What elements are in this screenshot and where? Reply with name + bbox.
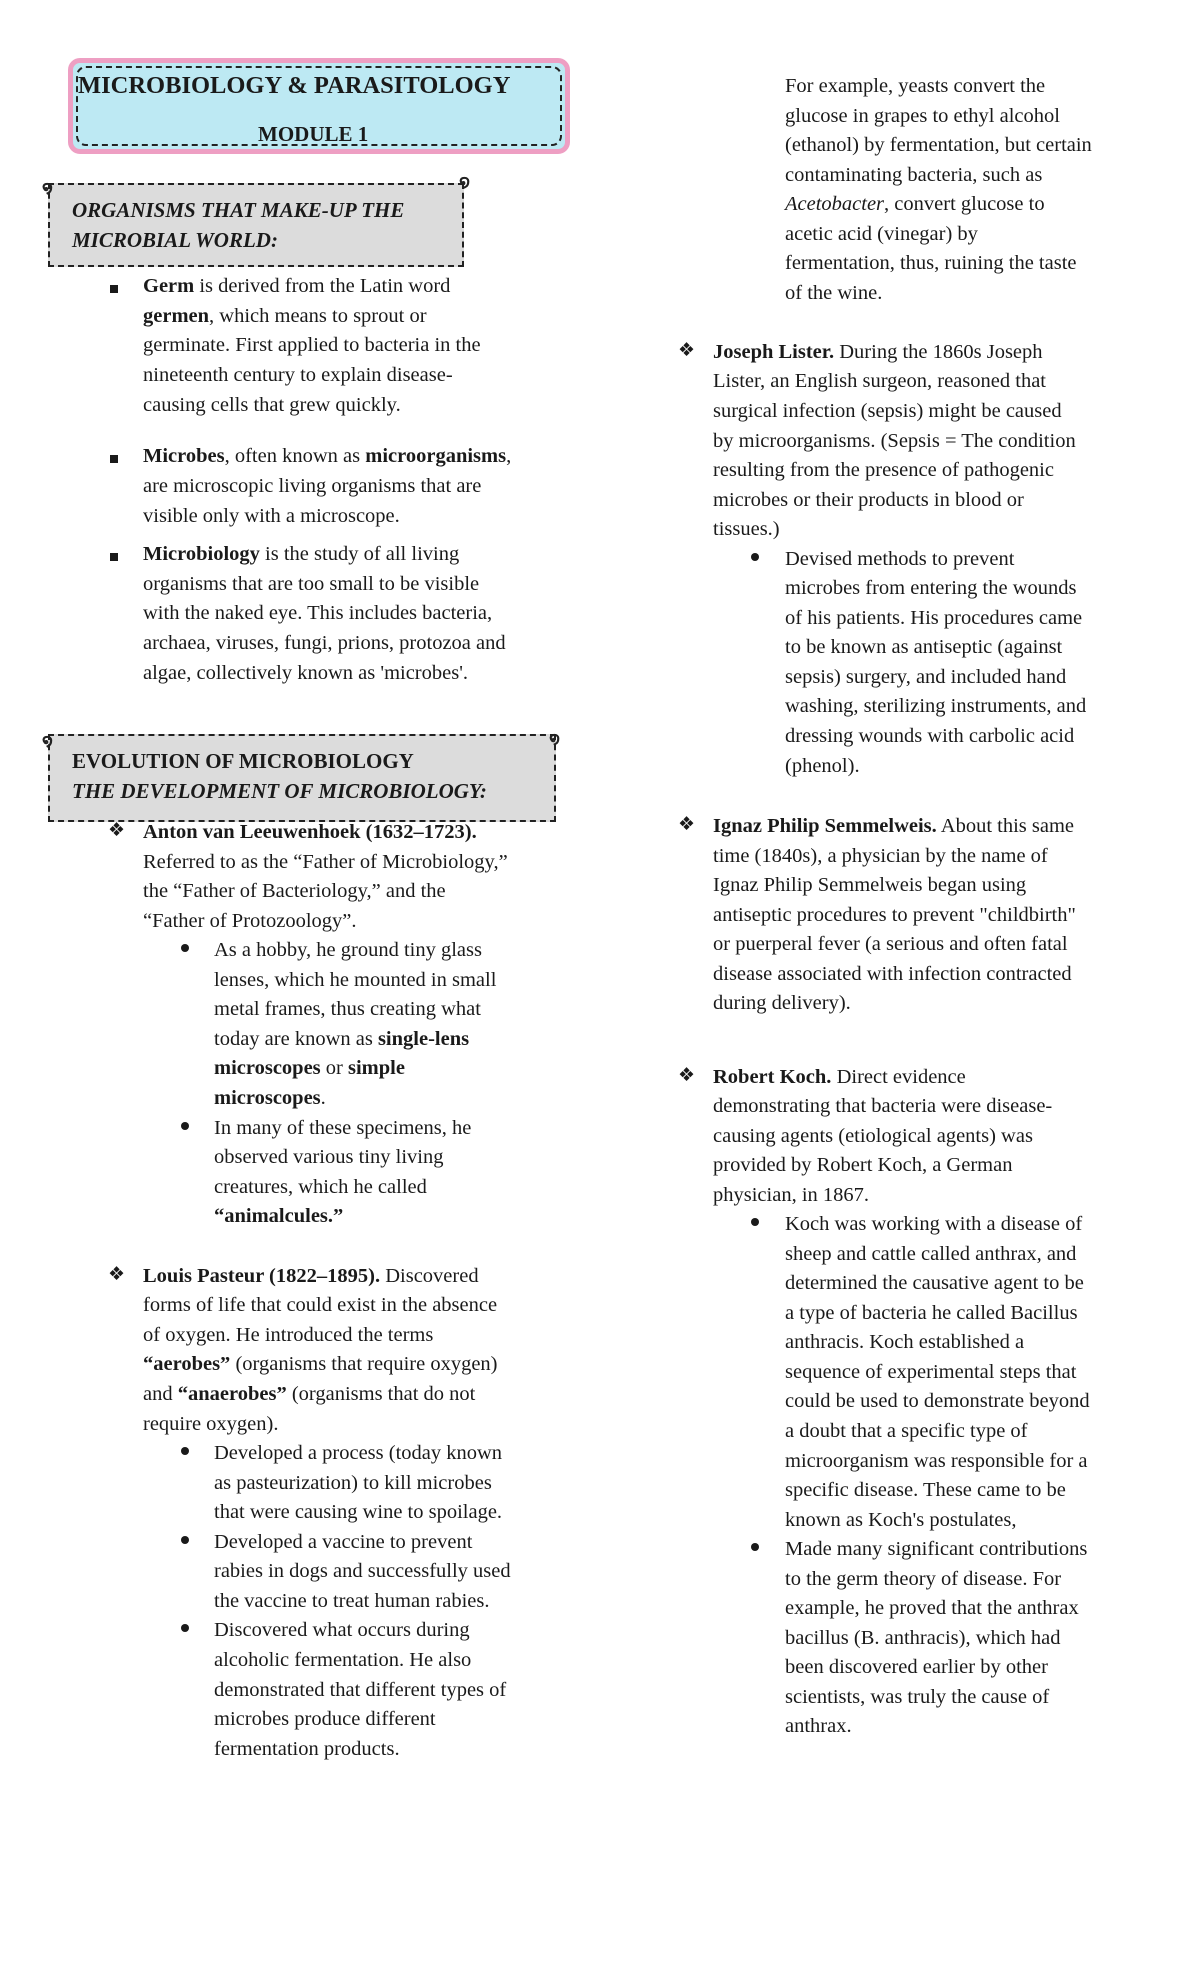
text-line: Louis Pasteur (1822–1895). Discovered [143,1265,479,1287]
text-line: microorganism was responsible for a [785,1450,1088,1472]
round-bullet-icon [181,944,189,952]
text-line: of oxygen. He introduced the terms [143,1324,434,1346]
text-line: germen, which means to sprout or [143,305,427,327]
scroll-curl-icon: ໑ [459,172,470,191]
diamond-bullet-icon: ❖ [678,339,696,361]
document-title: MICROBIOLOGY & PARASITOLOGY [78,72,511,99]
scroll-curl-icon: ໑ [549,729,560,748]
text-line: microbes produce different [214,1708,436,1730]
text-line: the “Father of Bacteriology,” and the [143,880,446,902]
text-line: specific disease. These came to be [785,1479,1066,1501]
text-line: to be known as antiseptic (against [785,636,1063,658]
text-line: or puerperal fever (a serious and often fatal [713,933,1068,955]
section-heading-line: MICROBIAL WORLD: [72,228,278,252]
text-line: Anton van Leeuwenhoek (1632–1723). [143,821,477,843]
text-line: causing cells that grew quickly. [143,394,401,416]
text-line: causing agents (etiological agents) was [713,1125,1033,1147]
diamond-bullet-icon: ❖ [678,813,696,835]
round-bullet-icon [751,1218,759,1226]
text-line: algae, collectively known as 'microbes'. [143,662,469,684]
text-line: resulting from the presence of pathogenic [713,459,1054,481]
text-line: Microbiology is the study of all living [143,543,460,565]
text-line: microscopes. [214,1087,326,1109]
text-line: Ignaz Philip Semmelweis began using [713,874,1027,896]
text-line: Joseph Lister. During the 1860s Joseph [713,341,1043,363]
text-line: antiseptic procedures to prevent "childbirth" [713,904,1076,926]
square-bullet-icon [110,455,118,463]
text-line: with the naked eye. This includes bacteria, [143,602,493,624]
text-line: rabies in dogs and successfully used [214,1560,511,1582]
text-line: provided by Robert Koch, a German [713,1154,1013,1176]
text-line: (phenol). [785,755,860,777]
text-line: of his patients. His procedures came [785,607,1083,629]
text-line: Germ is derived from the Latin word [143,275,451,297]
text-line: fermentation, thus, ruining the taste [785,252,1077,274]
text-line: Developed a vaccine to prevent [214,1531,473,1553]
round-bullet-icon [181,1122,189,1130]
text-line: and “anaerobes” (organisms that do not [143,1383,476,1405]
text-line: “animalcules.” [214,1205,344,1227]
text-line: example, he proved that the anthrax [785,1597,1079,1619]
text-line: require oxygen). [143,1413,279,1435]
text-line: time (1840s), a physician by the name of [713,845,1048,867]
text-line: Acetobacter, convert glucose to [785,193,1045,215]
text-line: sepsis) surgery, and included hand [785,666,1067,688]
text-line: today are known as single-lens [214,1028,470,1050]
section-heading-line: ORGANISMS THAT MAKE-UP THE [72,198,405,222]
text-line: demonstrated that different types of [214,1679,507,1701]
text-line: creatures, which he called [214,1176,427,1198]
text-line: As a hobby, he ground tiny glass [214,939,482,961]
text-line: metal frames, thus creating what [214,998,481,1020]
text-line: germinate. First applied to bacteria in the [143,334,481,356]
text-line: microbes or their products in blood or [713,489,1024,511]
text-line: to the germ theory of disease. For [785,1568,1062,1590]
text-line: bacillus (B. anthracis), which had [785,1627,1061,1649]
section-heading-line: THE DEVELOPMENT OF MICROBIOLOGY: [72,779,487,803]
section-header-organisms [42,172,470,267]
text-line: surgical infection (sepsis) might be caused [713,400,1062,422]
text-line: visible only with a microscope. [143,505,400,527]
text-line: glucose in grapes to ethyl alcohol [785,105,1060,127]
text-line: anthrax. [785,1715,852,1737]
text-line: a doubt that a specific type of [785,1420,1028,1442]
text-line: are microscopic living organisms that are [143,475,482,497]
text-line: known as Koch's postulates, [785,1509,1017,1531]
text-line: as pasteurization) to kill microbes [214,1472,492,1494]
text-line: nineteenth century to explain disease- [143,364,453,386]
text-line: “aerobes” (organisms that require oxygen) [143,1353,498,1375]
text-line: tissues.) [713,518,780,540]
square-bullet-icon [110,285,118,293]
section-header-evolution [42,729,560,822]
text-line: In many of these specimens, he [214,1117,472,1139]
text-line: Robert Koch. Direct evidence [713,1066,966,1088]
scroll-curl-icon: ໑ [42,178,53,197]
text-line: sheep and cattle called anthrax, and [785,1243,1077,1265]
text-line: “Father of Protozoology”. [143,910,357,932]
text-line: acetic acid (vinegar) by [785,223,978,245]
text-line: been discovered earlier by other [785,1656,1048,1678]
text-line: a type of bacteria he called Bacillus [785,1302,1078,1324]
text-line: lenses, which he mounted in small [214,969,497,991]
text-line: observed various tiny living [214,1146,444,1168]
text-line: of the wine. [785,282,883,304]
round-bullet-icon [181,1536,189,1544]
text-line: Made many significant contributions [785,1538,1088,1560]
text-line: Referred to as the “Father of Microbiology,” [143,851,508,873]
text-line: scientists, was truly the cause of [785,1686,1050,1708]
text-line: could be used to demonstrate beyond [785,1390,1090,1412]
text-line: archaea, viruses, fungi, prions, protozoa and [143,632,506,654]
text-line: anthracis. Koch established a [785,1331,1025,1353]
text-line: alcoholic fermentation. He also [214,1649,472,1671]
module-label: MODULE 1 [258,122,369,146]
text-line: microbes from entering the wounds [785,577,1077,599]
text-line: sequence of experimental steps that [785,1361,1077,1383]
text-line: Discovered what occurs during [214,1619,470,1641]
text-line: during delivery). [713,992,851,1014]
round-bullet-icon [751,553,759,561]
round-bullet-icon [181,1447,189,1455]
text-line: that were causing wine to spoilage. [214,1501,503,1523]
round-bullet-icon [181,1624,189,1632]
text-line: organisms that are too small to be visible [143,573,480,595]
text-line: microscopes or simple [214,1057,405,1079]
text-line: Microbes, often known as microorganisms, [143,445,512,467]
text-line: (ethanol) by fermentation, but certain [785,134,1092,156]
text-line: Koch was working with a disease of [785,1213,1083,1235]
square-bullet-icon [110,553,118,561]
text-line: Developed a process (today known [214,1442,503,1464]
scroll-curl-icon: ໑ [42,731,53,750]
diamond-bullet-icon: ❖ [678,1064,696,1086]
text-line: demonstrating that bacteria were disease- [713,1095,1053,1117]
text-line: Ignaz Philip Semmelweis. About this same [713,815,1075,837]
text-line: by microorganisms. (Sepsis = The condition [713,430,1076,452]
text-line: washing, sterilizing instruments, and [785,695,1087,717]
section-heading-line: EVOLUTION OF MICROBIOLOGY [72,749,414,773]
text-line: disease associated with infection contracted [713,963,1072,985]
text-line: determined the causative agent to be [785,1272,1084,1294]
round-bullet-icon [751,1543,759,1551]
diamond-bullet-icon: ❖ [108,819,126,841]
text-line: For example, yeasts convert the [785,75,1046,97]
diamond-bullet-icon: ❖ [108,1263,126,1285]
text-line: Lister, an English surgeon, reasoned that [713,370,1046,392]
text-line: contaminating bacteria, such as [785,164,1043,186]
text-line: fermentation products. [214,1738,400,1760]
text-line: dressing wounds with carbolic acid [785,725,1075,747]
text-line: physician, in 1867. [713,1184,870,1206]
text-line: the vaccine to treat human rabies. [214,1590,490,1612]
text-line: forms of life that could exist in the absence [143,1294,498,1316]
text-line: Devised methods to prevent [785,548,1015,570]
